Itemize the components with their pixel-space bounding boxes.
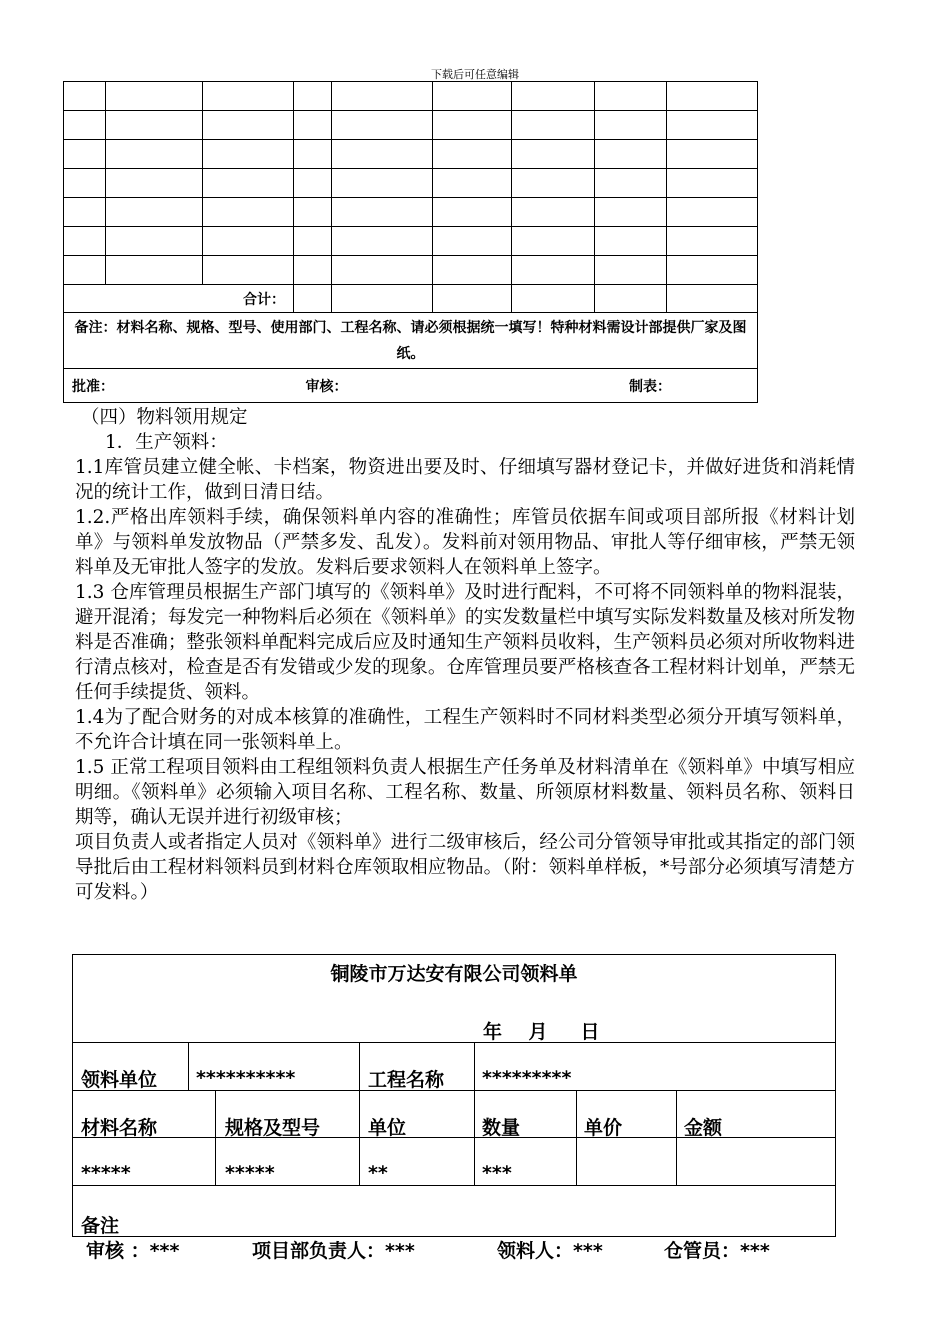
divider (359, 1042, 360, 1090)
table-cell (595, 227, 667, 256)
signature-line (86, 1236, 770, 1263)
table-cell (332, 140, 433, 169)
table-row (64, 82, 758, 111)
project-label: 工程名称 (368, 1069, 445, 1091)
table-cell (332, 169, 433, 198)
table-cell (294, 82, 332, 111)
header-amount: 金额 (684, 1117, 723, 1139)
table-cell (667, 256, 758, 285)
table-cell (512, 82, 595, 111)
section-subheading: 1．生产领料： (105, 432, 228, 453)
paragraph-1-5: 1.5 正常工程项目领料由工程组领料负责人根据生产任务单及材料清单在《领料单》中填写相应明细。《领料单》必须输入项目名称、工程名称、数量、所领原材料数量、领料员名称、领料日期等，确认无误并进行初级审核； (75, 757, 855, 828)
sign-review: 审核 ：*** (86, 1240, 180, 1262)
table-cell (667, 198, 758, 227)
table-cell (667, 227, 758, 256)
total-label: 合计： (64, 285, 294, 313)
header-note: 下载后可任意编辑 (431, 68, 519, 81)
table-cell (106, 140, 203, 169)
section-heading: （四）物料领用规定 (81, 407, 248, 428)
table-cell (203, 256, 294, 285)
table-cell (64, 227, 106, 256)
table-cell (106, 82, 203, 111)
regulation-section (75, 405, 855, 905)
maker-label: 制表： (629, 378, 671, 395)
divider (474, 1042, 475, 1090)
table-cell (433, 111, 512, 140)
table-row (64, 169, 758, 198)
table-cell (106, 227, 203, 256)
remark-row (64, 313, 758, 369)
table-row (64, 198, 758, 227)
material-table (63, 81, 758, 403)
table-row (64, 140, 758, 169)
sign-receiver: 领料人：*** (497, 1240, 603, 1262)
table-cell (294, 198, 332, 227)
value-unit: ** (368, 1162, 388, 1184)
table-cell (294, 111, 332, 140)
table-cell (512, 227, 595, 256)
table-cell (106, 111, 203, 140)
table-cell (64, 111, 106, 140)
table-cell (64, 140, 106, 169)
table-cell (332, 256, 433, 285)
paragraph-approval: 项目负责人或者指定人员对《领料单》进行二级审核后，经公司分管领导审批或其指定的部门领导批后由工程材料领料员到材料仓库领取相应物品。（附：领料单样板，*号部分必须填写清楚方可发料。） (75, 832, 855, 903)
table-cell (332, 198, 433, 227)
table-cell (64, 169, 106, 198)
remark-label: 备注 (81, 1215, 120, 1237)
table-cell (64, 198, 106, 227)
paragraph-1-1: 1.1库管员建立健全帐、卡档案，物资进出要及时、仔细填写器材登记卡，并做好进货和消耗情况的统计工作，做到日清日结。 (75, 457, 855, 503)
sign-project-lead: 项目部负责人：*** (252, 1240, 415, 1262)
table-cell (433, 227, 512, 256)
header-unit: 单位 (368, 1117, 407, 1139)
header-quantity: 数量 (482, 1117, 521, 1139)
table-cell (433, 169, 512, 198)
header-material: 材料名称 (81, 1117, 158, 1139)
table-cell (667, 169, 758, 198)
table-cell (64, 82, 106, 111)
total-row (64, 285, 758, 313)
table-cell (332, 111, 433, 140)
table-cell (595, 169, 667, 198)
approve-label: 批准： (72, 378, 114, 395)
sign-keeper: 仓管员：*** (664, 1240, 770, 1262)
table-cell (294, 256, 332, 285)
value-spec: ***** (225, 1162, 275, 1184)
header-spec: 规格及型号 (225, 1117, 321, 1139)
divider (73, 1090, 835, 1091)
table-cell (106, 198, 203, 227)
table-cell (203, 111, 294, 140)
divider (188, 1042, 189, 1090)
table-cell (106, 256, 203, 285)
paragraph-1-2: 1.2.严格出库领料手续，确保领料单内容的准确性；库管员依据车间或项目部所报《材料计划单》与领料单发放物品（严禁多发、乱发）。发料前对领用物品、审批人等仔细审核，严禁无领料单及无审批人签字的发放。发料后要求领料人在领料单上签字。 (75, 507, 855, 578)
sign-row (64, 369, 758, 403)
table-cell (203, 227, 294, 256)
table-cell (433, 82, 512, 111)
table-cell (512, 140, 595, 169)
table-cell (595, 198, 667, 227)
table-row (64, 227, 758, 256)
table-cell (203, 169, 294, 198)
paragraph-1-3: 1.3 仓库管理员根据生产部门填写的《领料单》及时进行配料，不可将不同领料单的物料混装，避开混淆；每发完一种物料后必须在《领料单》的实发数量栏中填写实际发料数量及核对所发物料是否准确；整张领料单配料完成后应及时通知生产领料员收料，生产领料员必须对所收物料进行清点核对，检查是否有发错或少发的现象。仓库管理员要严格核查各工程材料计划单，严禁无任何手续提货、领料。 (75, 582, 855, 703)
table-cell (595, 140, 667, 169)
table-cell (667, 82, 758, 111)
table-cell (332, 82, 433, 111)
review-label: 审核： (305, 378, 348, 395)
table-cell (512, 111, 595, 140)
table-cell (64, 256, 106, 285)
table-cell (433, 140, 512, 169)
table-cell (667, 140, 758, 169)
table-cell (433, 198, 512, 227)
paragraph-1-4: 1.4为了配合财务的对成本核算的准确性，工程生产领料时不同材料类型必须分开填写领料单，不允许合计填在同一张领料单上。 (75, 707, 855, 753)
table-cell (512, 169, 595, 198)
table-cell (433, 256, 512, 285)
value-material: ***** (81, 1162, 131, 1184)
table-cell (203, 198, 294, 227)
project-value: ********* (482, 1067, 572, 1089)
table-cell (332, 227, 433, 256)
form-title: 铜陵市万达安有限公司领料单 (330, 963, 578, 985)
requisition-form (72, 954, 836, 1237)
table-cell (512, 198, 595, 227)
table-cell (294, 140, 332, 169)
table-cell (294, 169, 332, 198)
table-row (64, 256, 758, 285)
table-cell (595, 111, 667, 140)
divider (73, 1137, 835, 1138)
form-date: 年 月 日 (483, 1021, 600, 1043)
table-cell (203, 82, 294, 111)
table-cell (595, 256, 667, 285)
value-quantity: *** (482, 1162, 512, 1184)
table-cell (595, 82, 667, 111)
table-cell (667, 111, 758, 140)
divider (73, 1185, 835, 1186)
table-cell (512, 256, 595, 285)
unit-label: 领料单位 (81, 1069, 158, 1091)
table-row (64, 111, 758, 140)
table-cell (106, 169, 203, 198)
table-cell (203, 140, 294, 169)
remark-text: 备注：材料名称、规格、型号、使用部门、工程名称、请必须根据统一填写！特种材料需设计部提供厂家及图纸。 (64, 313, 758, 369)
table-cell (294, 227, 332, 256)
header-price: 单价 (584, 1117, 623, 1139)
unit-value: ********** (196, 1067, 296, 1089)
